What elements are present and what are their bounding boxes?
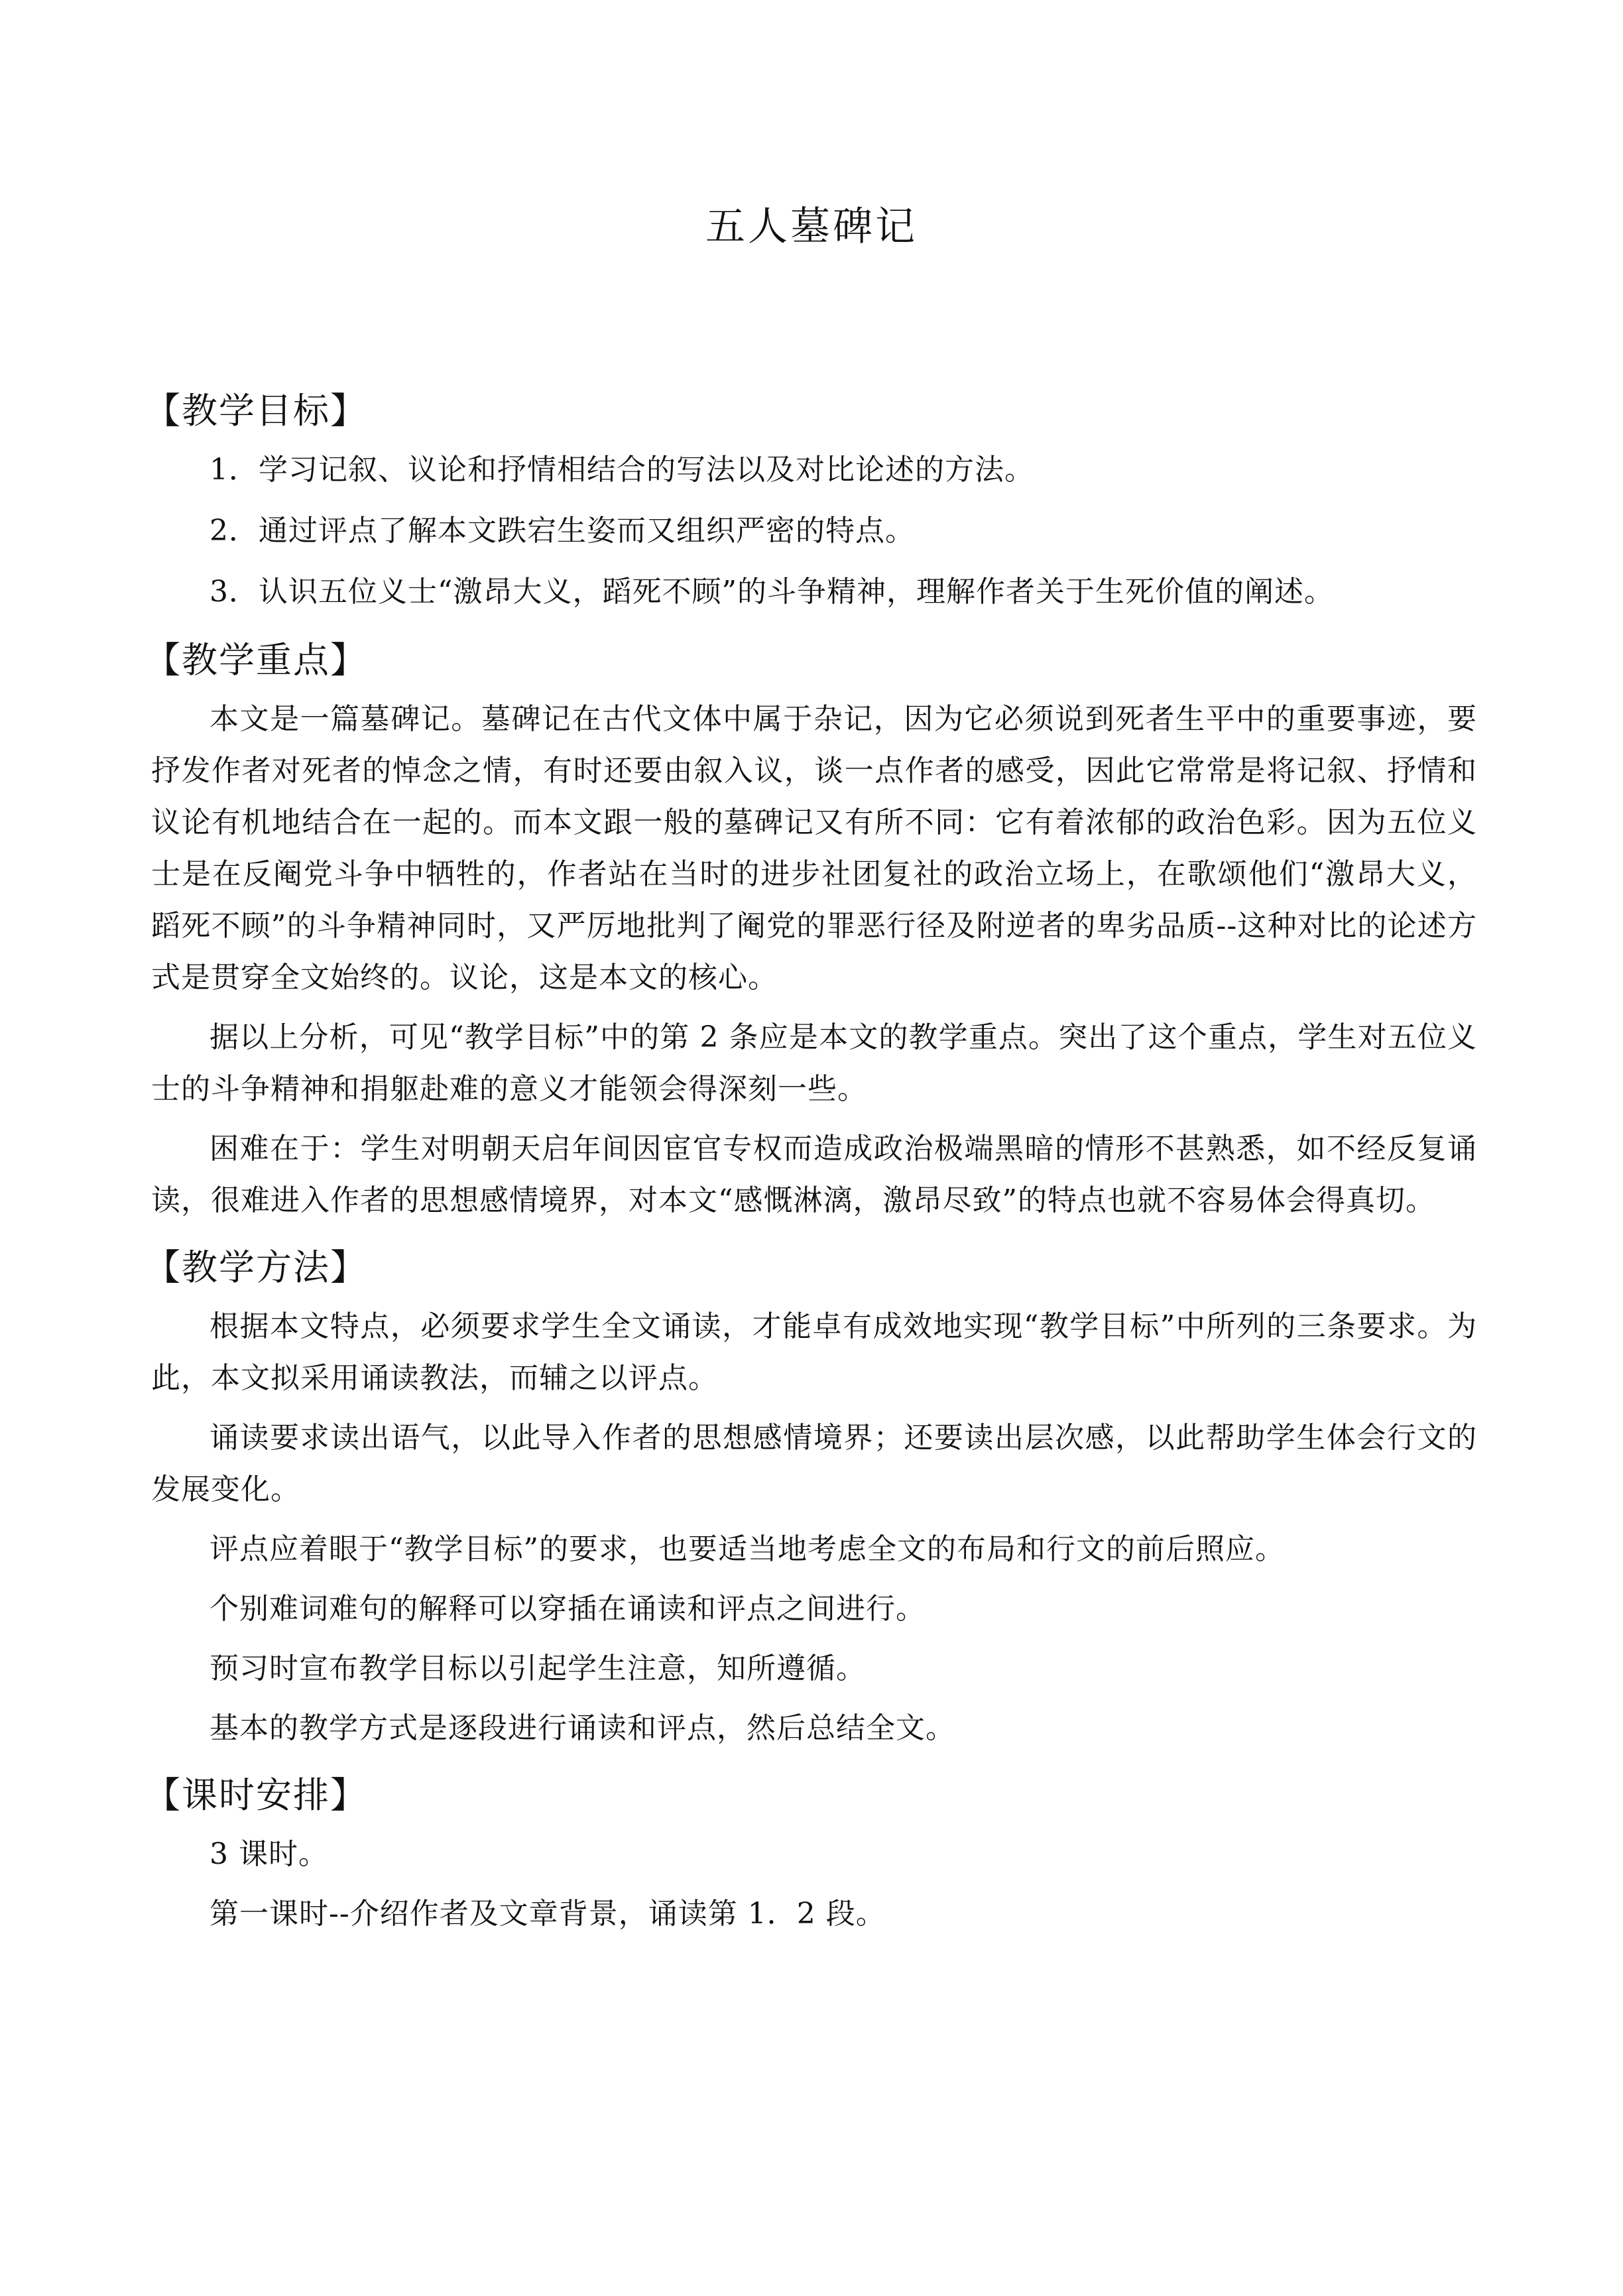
body-paragraph: 诵读要求读出语气，以此导入作者的思想感情境界；还要读出层次感，以此帮助学生体会行文的发展变化。 [151,1421,1477,1506]
body-paragraph: 据以上分析，可见“教学目标”中的第 2 条应是本文的教学重点。突出了这个重点，学生对五位义士的斗争精神和捐躯赴难的意义才能领会得深刻一些。 [151,1020,1477,1106]
body-paragraph: 3 课时。 [210,1837,328,1871]
section-teaching-methods [145,1235,1477,1754]
body-paragraph: 困难在于：学生对明朝天启年间因宦官专权而造成政治极端黑暗的情形不甚熟悉，如不经反复诵读，很难进入作者的思想感情境界，对本文“感慨淋漓，激昂尽致”的特点也就不容易体会得真切。 [151,1132,1477,1217]
section-teaching-focus [145,627,1477,1227]
section-heading: 【教学方法】 [145,1246,367,1288]
body-paragraph: 基本的教学方式是逐段进行诵读和评点，然后总结全文。 [210,1711,955,1745]
section-teaching-objectives [145,378,1477,618]
body-paragraph: 本文是一篇墓碑记。墓碑记在古代文体中属于杂记，因为它必须说到死者生平中的重要事迹，要抒发作者对死者的悼念之情，有时还要由叙入议，谈一点作者的感受，因此它常常是将记叙、抒情和议论有机地结合在一起的。而本文跟一般的墓碑记又有所不同：它有着浓郁的政治色彩。因为五位义士是在反阉党斗争中牺牲的，作者站在当时的进步社团复社的政治立场上，在歌颂他们“激昂大义，蹈死不顾”的斗争精神同时，又严厉地批判了阉党的罪恶行径及附逆者的卑劣品质--这种对比的论述方式是贯穿全文始终的。议论，这是本文的核心。 [151,702,1477,995]
body-paragraph: 个别难词难句的解释可以穿插在诵读和评点之间进行。 [210,1592,926,1626]
document-title: 五人墓碑记 [705,204,918,250]
section-heading: 【教学目标】 [145,390,367,432]
body-paragraph: 评点应着眼于“教学目标”的要求，也要适当地考虑全文的布局和行文的前后照应。 [210,1532,1285,1566]
objective-item: 2．通过评点了解本文跌宕生姿而又组织严密的特点。 [210,514,915,548]
section-class-schedule [145,1762,1477,1940]
document-body [145,378,1477,1948]
body-paragraph: 第一课时--介绍作者及文章背景，诵读第 1．2 段。 [210,1897,886,1931]
body-paragraph: 根据本文特点，必须要求学生全文诵读，才能卓有成效地实现“教学目标”中所列的三条要求。为此，本文拟采用诵读教法，而辅之以评点。 [151,1309,1477,1395]
section-heading: 【教学重点】 [145,639,367,681]
body-paragraph: 预习时宣布教学目标以引起学生注意，知所遵循。 [210,1652,866,1685]
section-heading: 【课时安排】 [145,1774,367,1816]
objective-item: 1．学习记叙、议论和抒情相结合的写法以及对比论述的方法。 [210,453,1034,487]
objective-item: 3．认识五位义士“激昂大义，蹈死不顾”的斗争精神，理解作者关于生死价值的阐述。 [210,575,1334,609]
